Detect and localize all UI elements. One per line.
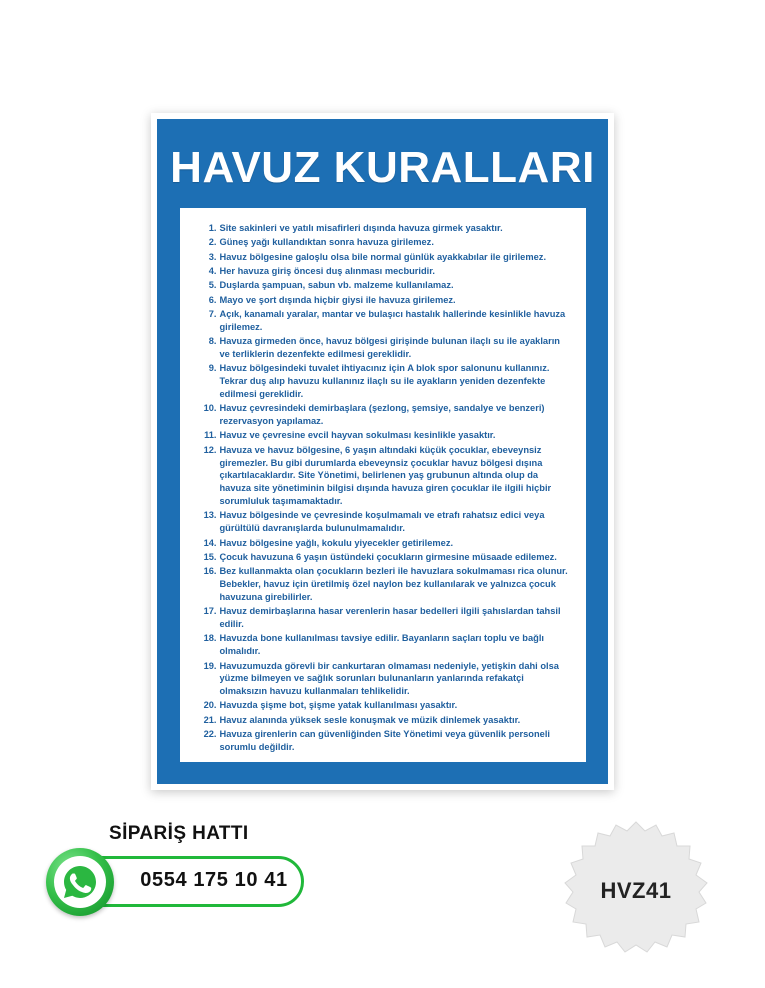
- list-item: Havuz bölgesine galoşlu olsa bile normal günlük ayakkabılar ile girilemez.: [219, 251, 547, 262]
- list-item: Bez kullanmakta olan çocukların bezleri ile havuzlara sokulmaması rica olunur. Bebekler, havuz için üretilmiş özel naylon bez kullanılarak ve yalnızca çocuk havuzuna girebilirler.: [219, 566, 568, 602]
- whatsapp-icon[interactable]: [46, 848, 114, 916]
- list-item: Güneş yağı kullandıktan sonra havuza girilemez.: [219, 237, 434, 248]
- list-item: Duşlarda şampuan, sabun vb. malzeme kullanılamaz.: [219, 280, 454, 291]
- list-item: Havuz bölgesindeki tuvalet ihtiyacınız için A blok spor salonunu kullanınız. Tekrar duş alıp havuzu kullanınız ilaçlı su ile ayakların yeniden dezenfekte edilmesi gereklidir.: [219, 363, 550, 399]
- list-item: Havuz bölgesinde ve çevresinde koşulmamalı ve etrafı rahatsız edici veya gürültülü davranışlarda bulunulmamalıdır.: [219, 510, 545, 534]
- list-item: Havuz alanında yüksek sesle konuşmak ve müzik dinlemek yasaktır.: [219, 714, 521, 725]
- list-item: Havuz çevresindeki demirbaşlara (şezlong, şemsiye, sandalye ve benzeri) rezervasyon yapılamaz.: [219, 403, 545, 427]
- order-line-title: SİPARİŞ HATTI: [109, 823, 249, 844]
- list-item: Site sakinleri ve yatılı misafirleri dışında havuza girmek yasaktır.: [219, 223, 503, 233]
- list-item: Çocuk havuzuna 6 yaşın üstündeki çocukların girmesine müsaade edilemez.: [219, 551, 557, 562]
- list-item: Havuza ve havuz bölgesine, 6 yaşın altındaki küçük çocuklar, ebeveynsiz giremezler. Bu gibi durumlarda ebeveynsiz çocuklar havuz bölgesi dışına çıkartılacaklardır. Site Yönetimi, belirlenen yaş grubunun altında olup da havuza site yönetiminin bilgisi dışında havuza giren çocuklar ile ilgili hiçbir sorumluluk taşımamaktadır.: [219, 444, 552, 507]
- rules-list: [194, 222, 572, 754]
- list-item: Havuzumuzda görevli bir cankurtaran olmaması nedeniyle, yetişkin dahi olsa yüzme bilmeyen ve sağlık sorunları bulunanların yanlarında refakatçi olmaksızın havuzu kullanmaları tehlikelidir.: [219, 660, 559, 697]
- list-item: Mayo ve şort dışında hiçbir giysi ile havuza girilemez.: [219, 294, 456, 305]
- list-item: Havuz bölgesine yağlı, kokulu yiyecekler getirilemez.: [219, 537, 454, 548]
- rules-panel: [180, 208, 586, 762]
- list-item: Havuz ve çevresine evcil hayvan sokulması kesinlikle yasaktır.: [219, 430, 496, 441]
- list-item: Havuza girenlerin can güvenliğinden Site Yönetimi veya güvenlik personeli sorumlu değildir.: [219, 729, 550, 752]
- list-item: Açık, kanamalı yaralar, mantar ve bulaşıcı hastalık hallerinde kesinlikle havuza girilemez.: [219, 308, 566, 332]
- product-code-badge: [556, 818, 716, 964]
- list-item: Havuza girmeden önce, havuz bölgesi girişinde bulunan ilaçlı su ile ayakların ve terliklerin dezenfekte edilmesi gereklidir.: [219, 336, 560, 359]
- poster-title: HAVUZ KURALLARI: [170, 143, 595, 192]
- phone-number[interactable]: 0554 175 10 41: [140, 869, 288, 891]
- pool-rules-poster: [151, 113, 614, 790]
- whatsapp-icon-inner: [54, 856, 106, 908]
- list-item: Her havuza giriş öncesi duş alınması mecburidir.: [219, 265, 435, 276]
- list-item: Havuzda bone kullanılması tavsiye edilir. Bayanların saçları toplu ve bağlı olmalıdır.: [219, 633, 544, 657]
- order-line-block: [34, 823, 304, 943]
- product-code-text: HVZ41: [600, 878, 672, 903]
- poster-inner: [157, 119, 608, 784]
- list-item: Havuzda şişme bot, şişme yatak kullanılması yasaktır.: [219, 700, 458, 711]
- list-item: Havuz demirbaşlarına hasar verenlerin hasar bedelleri ilgili şahıslardan tahsil edilir.: [219, 606, 561, 630]
